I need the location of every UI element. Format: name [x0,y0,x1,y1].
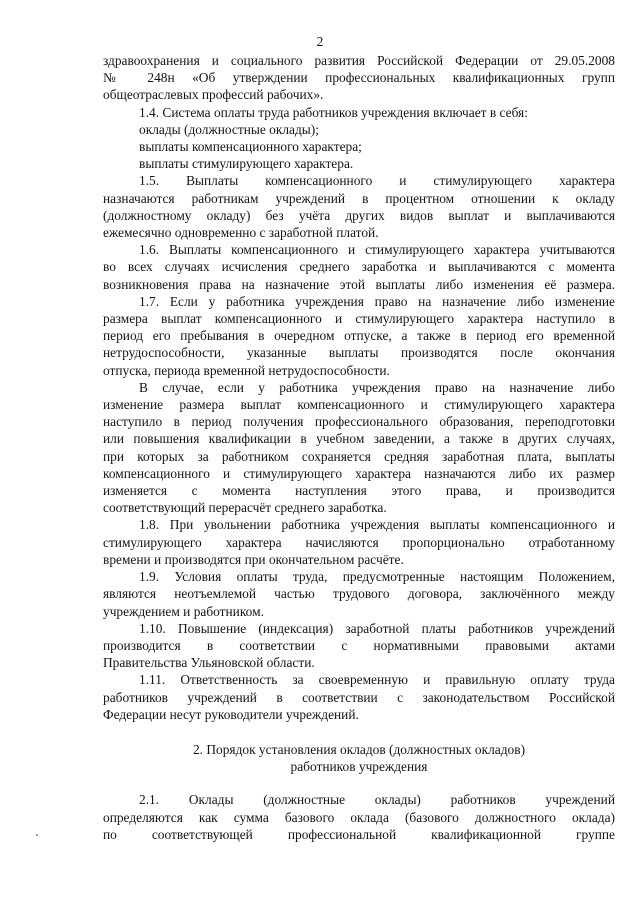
paragraph-1-6: 1.6. Выплаты компенсационного и стимулирующего характера учитываются [139,242,615,258]
paragraph-1-7: 1.7. Если у работника учреждения право на назначение либо изменение [139,293,615,309]
text-line: являются неотъемлемой частью трудового договора, заключённого между [103,586,615,602]
text-line: по соответствующей профессиональной квалификационной группе [103,826,615,842]
text-line: определяются как сумма базового оклада (базового должностного оклада) [103,809,615,825]
section-heading-line: работников учреждения [290,759,428,775]
text-line: компенсационного и стимулирующего характера назначаются либо их размер [103,465,615,481]
text-line: здравоохранения и социального развития Российской Федерации от 29.05.2008 [103,53,615,68]
text-line: Правительства Ульяновской области. [103,655,315,671]
text-line: размера выплат компенсационного и стимулирующего характера наступило в [103,311,615,327]
paragraph-1-4: 1.4. Система оплаты труда работников учреждения включает в себя: [139,104,528,120]
text-line: при которых за работником сохраняется средняя заработная плата, выплаты [103,448,615,464]
text-line: во всех случаях исчисления среднего заработка и выплачиваются с момента [103,259,615,275]
text-line: период его пребывания в очередном отпуске, а также в период его временной [103,328,615,344]
paragraph-1-5: 1.5. Выплаты компенсационного и стимулирующего характера [139,173,615,189]
list-item: выплаты компенсационного характера; [139,139,362,155]
page-number: 2 [316,34,324,49]
paragraph-1-10: 1.10. Повышение (индексация) заработной платы работников учреждений [139,620,615,636]
text-line: наступило в период получения профессионального образования, переподготовки [103,414,615,430]
text-line: изменение размера выплат компенсационного и стимулирующего характера [103,397,615,413]
text-line: нетрудоспособности, указанные выплаты производятся после окончания [103,345,615,361]
text-line: (должностному окладу) без учёта других видов выплат и выплачиваются [103,207,615,223]
section-heading [103,741,615,775]
text-line: учреждением и работником. [103,603,264,619]
text-line: стимулирующего характера начисляются пропорционально отработанному [103,534,615,550]
text-line: производится в соответствии с нормативными правовыми актами [103,637,615,653]
document-body [103,52,615,843]
paragraph-1-9: 1.9. Условия оплаты труда, предусмотренные настоящим Положением, [139,569,615,585]
list-item: выплаты стимулирующего характера. [139,156,354,172]
text-line: назначаются работникам учреждений в процентном отношении к окладу [103,190,615,206]
text-line: отпуска, периода временной нетрудоспособности. [103,362,390,378]
paragraph-case: В случае, если у работника учреждения право на назначение либо [139,379,615,395]
paragraph-1-11: 1.11. Ответственность за своевременную и правильную оплату труда [139,672,615,688]
text-line: № 248н «Об утверждении профессиональных квалификационных групп [103,70,615,86]
text-line: Федерации несут руководители учреждений. [103,706,359,722]
text-line: ежемесячно одновременно с заработной платой. [103,225,379,241]
scan-speck [36,834,38,836]
text-line: общеотраслевых профессий рабочих». [103,87,324,103]
section-heading-line: 2. Порядок установления окладов (должностных окладов) [192,741,526,757]
text-line: изменяется с момента наступления этого права, и производится [103,483,615,499]
text-line: времени и производятся при окончательном расчёте. [103,551,404,567]
text-line: возникновения права на назначение этой выплаты либо изменения её размера. [103,276,615,292]
paragraph-2-1: 2.1. Оклады (должностные оклады) работников учреждений [139,792,615,808]
list-item: оклады (должностные оклады); [139,121,319,137]
text-line: или повышения квалификации в учебном заведении, а также в других случаях, [103,431,615,447]
text-line: соответствующий перерасчёт среднего заработка. [103,500,387,516]
paragraph-1-8: 1.8. При увольнении работника учреждения выплаты компенсационного и [139,517,615,533]
text-line: работников учреждений в соответствии с законодательством Российской [103,689,615,705]
